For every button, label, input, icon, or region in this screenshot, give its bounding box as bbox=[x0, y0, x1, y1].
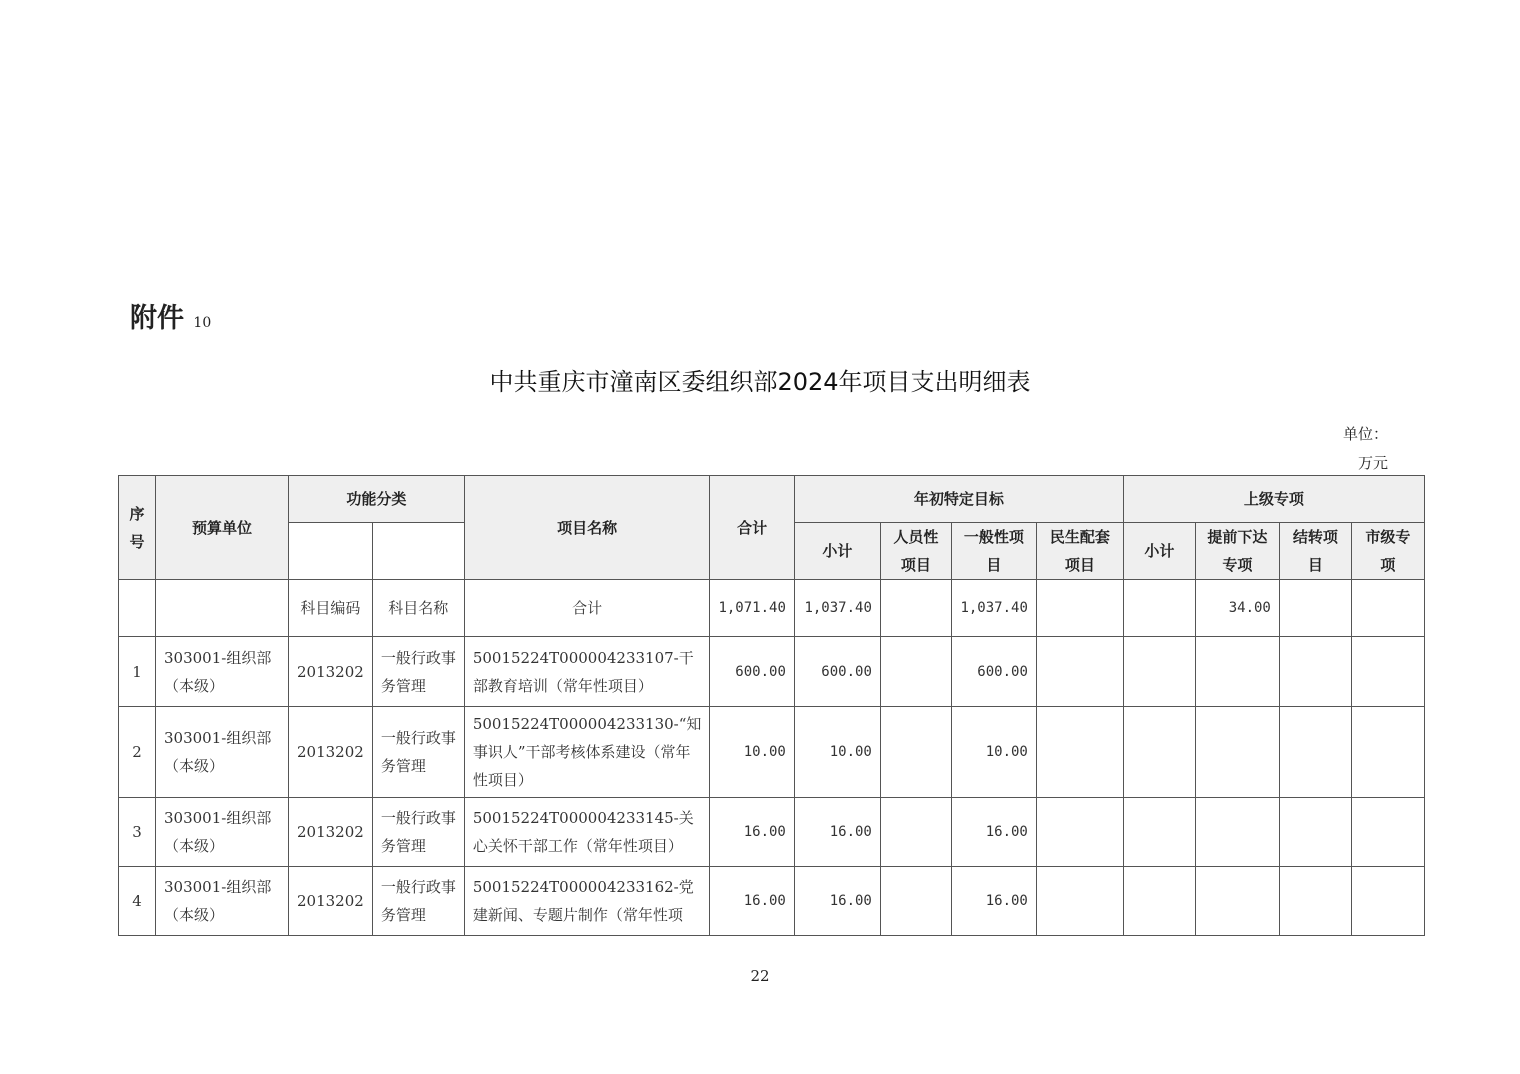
row-project: 50015224T000004233130-“知事识人”干部考核体系建设（常年性项目） bbox=[464, 707, 710, 798]
header-ys-general: 一般性项目 bbox=[951, 523, 1036, 580]
header-up-city: 市级专项 bbox=[1351, 523, 1424, 580]
row-code: 2013202 bbox=[289, 707, 373, 798]
row-subject: 一般行政事务管理 bbox=[372, 798, 464, 867]
header-project-name: 项目名称 bbox=[464, 476, 710, 580]
summary-ys-subtotal: 1,037.40 bbox=[794, 580, 880, 637]
header-func-class: 功能分类 bbox=[289, 476, 465, 523]
summary-project-name: 合计 bbox=[464, 580, 710, 637]
row-ys-subtotal: 600.00 bbox=[794, 637, 880, 707]
row-ys-subtotal: 16.00 bbox=[794, 798, 880, 867]
page-title: 中共重庆市潼南区委组织部2024年项目支出明细表 bbox=[489, 368, 1031, 396]
header-upper-group: 上级专项 bbox=[1123, 476, 1424, 523]
row-total: 16.00 bbox=[710, 867, 794, 936]
row-project: 50015224T000004233162-党建新闻、专题片制作（常年性项 bbox=[464, 867, 710, 936]
row-code: 2013202 bbox=[289, 637, 373, 707]
row-total: 16.00 bbox=[710, 798, 794, 867]
header-ys-subtotal: 小计 bbox=[794, 523, 880, 580]
row-seq: 4 bbox=[119, 867, 156, 936]
project-expenditure-table bbox=[118, 475, 1425, 936]
header-up-carryover: 结转项目 bbox=[1279, 523, 1351, 580]
row-unit: 303001-组织部（本级） bbox=[156, 637, 289, 707]
row-ys-general: 16.00 bbox=[951, 867, 1036, 936]
attachment-number: 10 bbox=[193, 315, 212, 331]
row-code: 2013202 bbox=[289, 867, 373, 936]
header-up-advance: 提前下达专项 bbox=[1195, 523, 1279, 580]
header-year-start-group: 年初特定目标 bbox=[794, 476, 1123, 523]
header-up-subtotal: 小计 bbox=[1123, 523, 1195, 580]
row-subject: 一般行政事务管理 bbox=[372, 637, 464, 707]
attachment-label-text: 附件 bbox=[130, 303, 184, 334]
attachment-label bbox=[130, 296, 211, 335]
header-func-name-blank bbox=[372, 523, 464, 580]
row-subject: 一般行政事务管理 bbox=[372, 867, 464, 936]
row-unit: 303001-组织部（本级） bbox=[156, 798, 289, 867]
row-ys-general: 10.00 bbox=[951, 707, 1036, 798]
subject-code-label: 科目编码 bbox=[289, 580, 373, 637]
table-row bbox=[119, 867, 1425, 936]
row-seq: 1 bbox=[119, 637, 156, 707]
table-row bbox=[119, 637, 1425, 707]
table-row bbox=[119, 798, 1425, 867]
unit-label: 单位： bbox=[1343, 425, 1389, 443]
subject-name-label: 科目名称 bbox=[372, 580, 464, 637]
header-seq: 序号 bbox=[119, 476, 156, 580]
row-project: 50015224T000004233107-干部教育培训（常年性项目） bbox=[464, 637, 710, 707]
row-seq: 3 bbox=[119, 798, 156, 867]
table-row bbox=[119, 707, 1425, 798]
header-ys-livelihood: 民生配套项目 bbox=[1036, 523, 1123, 580]
row-unit: 303001-组织部（本级） bbox=[156, 867, 289, 936]
header-budget-unit: 预算单位 bbox=[156, 476, 289, 580]
header-total: 合计 bbox=[710, 476, 794, 580]
row-total: 600.00 bbox=[710, 637, 794, 707]
row-subject: 一般行政事务管理 bbox=[372, 707, 464, 798]
row-total: 10.00 bbox=[710, 707, 794, 798]
row-unit: 303001-组织部（本级） bbox=[156, 707, 289, 798]
header-func-code-blank bbox=[289, 523, 373, 580]
summary-ys-general: 1,037.40 bbox=[951, 580, 1036, 637]
unit-value: 万元 bbox=[1358, 454, 1389, 472]
summary-up-advance: 34.00 bbox=[1195, 580, 1279, 637]
row-ys-general: 600.00 bbox=[951, 637, 1036, 707]
row-ys-subtotal: 10.00 bbox=[794, 707, 880, 798]
row-seq: 2 bbox=[119, 707, 156, 798]
page-number: 22 bbox=[750, 967, 770, 985]
header-ys-personnel: 人员性项目 bbox=[880, 523, 951, 580]
summary-total: 1,071.40 bbox=[710, 580, 794, 637]
summary-row bbox=[119, 580, 1425, 637]
row-ys-subtotal: 16.00 bbox=[794, 867, 880, 936]
row-ys-general: 16.00 bbox=[951, 798, 1036, 867]
row-project: 50015224T000004233145-关心关怀干部工作（常年性项目） bbox=[464, 798, 710, 867]
row-code: 2013202 bbox=[289, 798, 373, 867]
